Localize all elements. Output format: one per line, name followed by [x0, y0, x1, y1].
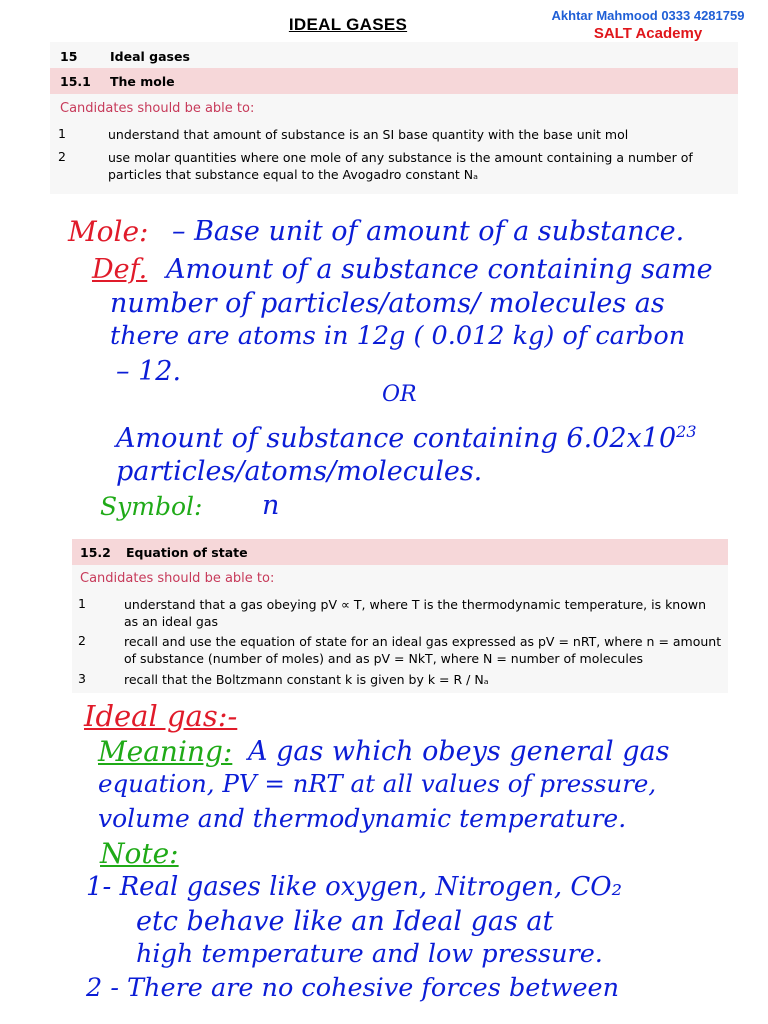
meaning-line: equation, PV = nRT at all values of pressure, — [98, 769, 657, 798]
mole-definition-short: – Base unit of amount of a substance. — [172, 216, 685, 247]
alt-def-text: Amount of substance containing 6.02x10 — [116, 423, 677, 454]
item-number: 2 — [58, 149, 66, 164]
topic-title: Ideal gases — [110, 49, 190, 64]
note-label: Note: — [100, 837, 179, 870]
candidates-heading: Candidates should be able to: — [80, 571, 275, 586]
meaning-line: volume and thermodynamic temperature. — [98, 804, 627, 833]
author-contact: Akhtar Mahmood 0333 4281759 — [551, 8, 745, 23]
def-label: Def. — [92, 254, 148, 285]
note-line: etc behave like an Ideal gas at — [136, 906, 554, 937]
section-bar-15-1 — [50, 68, 738, 94]
symbol-label: Symbol: — [100, 492, 203, 521]
alt-def-line — [116, 424, 697, 452]
def-line: number of particles/atoms/ molecules as — [110, 288, 665, 319]
section-number: 15.1 — [60, 74, 91, 89]
document-title: IDEAL GASES — [288, 15, 408, 34]
syllabus-item: recall and use the equation of state for an ideal gas expressed as pV = nRT, where n = amount of substance (number of moles) and as pV = NkT, where N = number of molecules — [124, 634, 722, 666]
alt-def-line: particles/atoms/molecules. — [116, 456, 483, 487]
def-line: there are atoms in 12g ( 0.012 kg) of carbon — [110, 321, 686, 351]
item-number: 1 — [78, 596, 86, 611]
note-line: high temperature and low pressure. — [136, 939, 603, 969]
or-separator: OR — [382, 382, 417, 407]
section-number: 15.2 — [80, 545, 111, 560]
meaning-label: Meaning: — [98, 735, 233, 768]
section-bar-15-2 — [72, 539, 728, 565]
topic-number: 15 — [60, 49, 78, 64]
section-title: Equation of state — [126, 545, 248, 560]
syllabus-item: recall that the Boltzmann constant k is given by k = R / Nₐ — [124, 672, 489, 687]
def-line: – 12. — [116, 356, 182, 387]
item-number: 1 — [58, 126, 66, 141]
item-number: 2 — [78, 633, 86, 648]
note-line: 1- Real gases like oxygen, Nitrogen, CO₂ — [86, 872, 622, 902]
note-line: 2 - There are no cohesive forces between — [86, 973, 620, 1003]
def-line: Amount of a substance containing same — [166, 254, 713, 285]
academy-name: SALT Academy — [593, 25, 703, 42]
symbol-value: n — [262, 490, 280, 521]
section-title: The mole — [110, 74, 175, 89]
syllabus-item: understand that amount of substance is an SI base quantity with the base unit mol — [108, 127, 629, 142]
item-number: 3 — [78, 671, 86, 686]
candidates-heading: Candidates should be able to: — [60, 101, 255, 116]
mole-label: Mole: — [68, 215, 149, 248]
alt-def-exponent: 23 — [676, 422, 697, 441]
meaning-line: A gas which obeys general gas — [248, 736, 670, 767]
syllabus-item: understand that a gas obeying pV ∝ T, where T is the thermodynamic temperature, is known as an ideal gas — [124, 597, 707, 629]
syllabus-item: use molar quantities where one mole of any substance is the amount containing a number of particles that substance equal to the Avogadro constant Nₐ — [108, 150, 693, 182]
ideal-gas-label: Ideal gas:- — [84, 699, 238, 733]
